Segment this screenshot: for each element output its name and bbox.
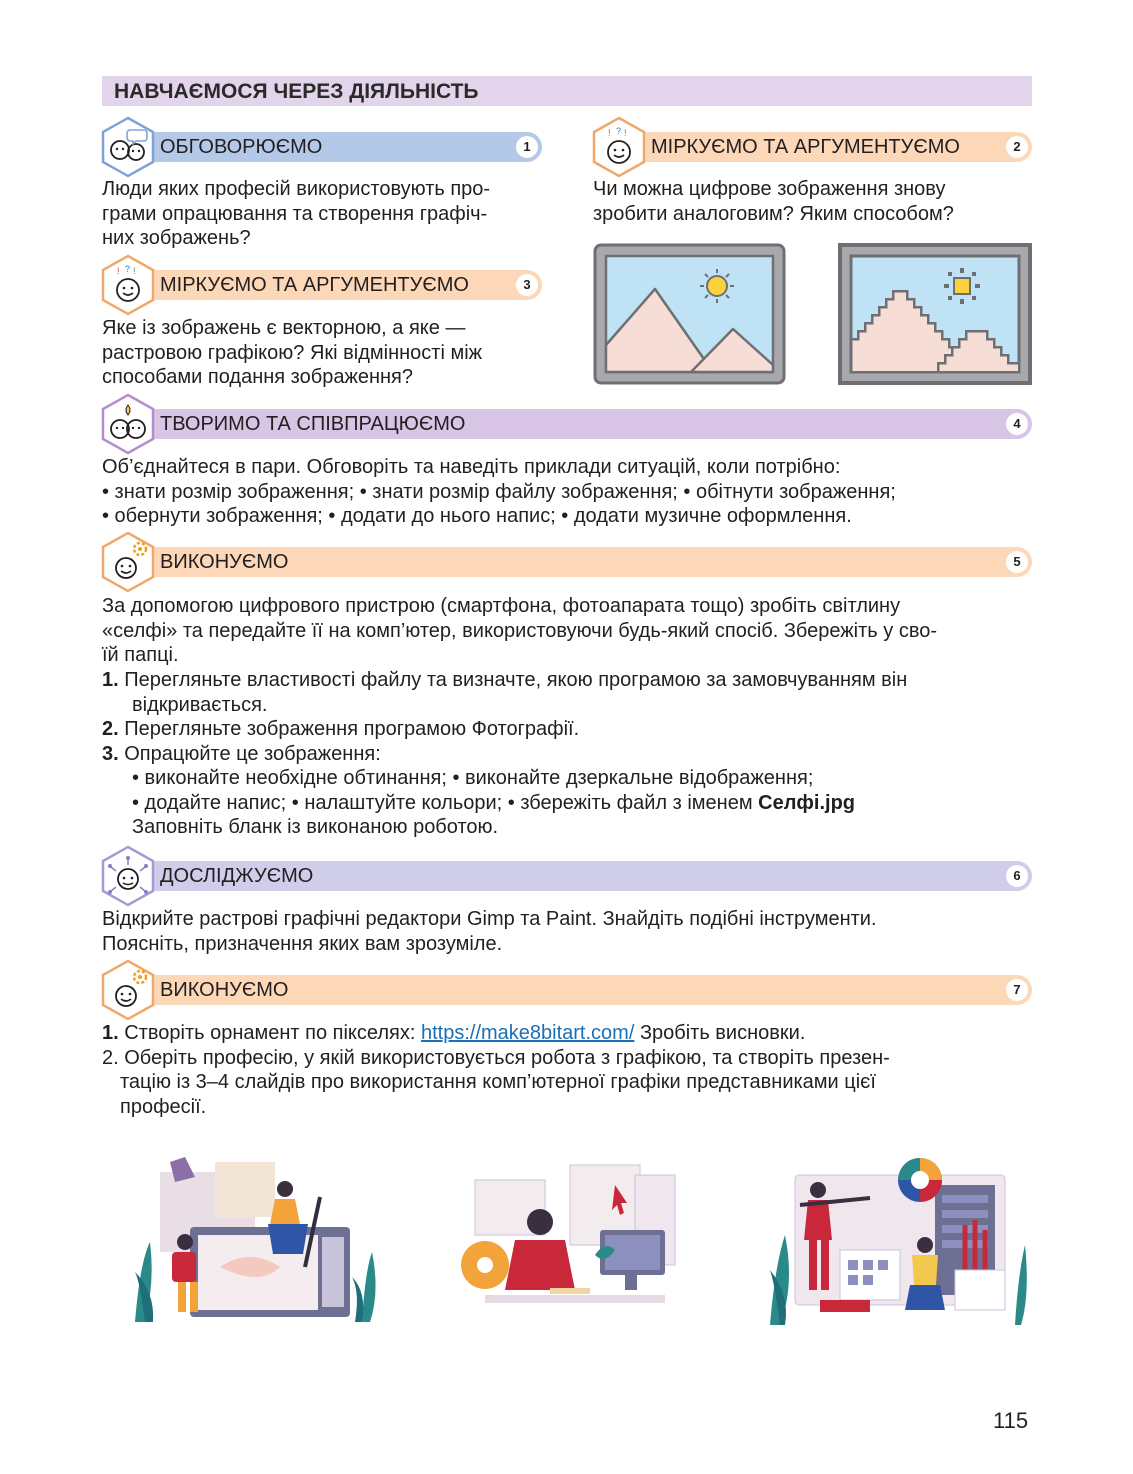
task-4-text (102, 455, 1032, 529)
task-6-line: Поясніть, призначення яких вам зрозуміле. (102, 932, 503, 955)
task-2-header (593, 126, 1032, 162)
task-5-intro-line: їй папці. (102, 644, 179, 666)
item-number: 1. (102, 1022, 119, 1044)
designer-illustration-1 (130, 1157, 380, 1322)
task-4-line: Об’єднайтеся в пари. Обговоріть та наведіть приклади ситуацій, коли потрібно: (102, 456, 841, 478)
svg-text:!: ! (608, 128, 611, 138)
bullets-text: • додайте напис; • налаштуйте кольори; • збережіть файл з іменем (132, 791, 759, 814)
task-3-text (102, 316, 542, 390)
gear-person-icon (100, 959, 156, 1021)
task-7-item-2-cont: професії. (120, 1095, 207, 1118)
svg-text:?: ? (616, 126, 622, 136)
task-3-title: МІРКУЄМО ТА АРГУМЕНТУЄМО (160, 274, 469, 296)
research-icon (100, 845, 156, 907)
task-3-number: 3 (516, 274, 538, 296)
task-7-header (102, 975, 1032, 1005)
filename: Селфі.jpg (758, 791, 855, 814)
step-text: Перегляньте властивості файлу та визначте, якою програмою за замовчуванням він (124, 669, 908, 691)
svg-text:?: ? (125, 264, 131, 274)
item-number: 2. (102, 1046, 119, 1069)
collaboration-icon (100, 393, 156, 455)
page-number: 115 (993, 1408, 1029, 1433)
discussion-icon (100, 116, 156, 178)
task-5-step-1-cont: відкривається. (132, 693, 268, 716)
step-number: 1. (102, 669, 119, 691)
task-7-item-1 (102, 1021, 1032, 1046)
task-1-header (102, 132, 542, 162)
task-3-line: способами подання зображення? (102, 366, 413, 388)
task-5-header (102, 547, 1032, 577)
task-5-step-3 (102, 742, 1032, 767)
designer-illustration-3 (760, 1150, 1030, 1325)
task-1-title: ОБГОВОРЮЄМО (160, 136, 323, 158)
item-text: Оберіть професію, у якій використовується робота з графікою, та створіть презен- (124, 1046, 890, 1069)
task-7-items (102, 1021, 1032, 1119)
task-5-intro (102, 594, 1032, 668)
task-5-step-1 (102, 668, 1032, 693)
task-6-line: Відкрийте растрові графічні редактори Gimp та Paint. Знайдіть подібні інструменти. (102, 908, 877, 930)
task-3-line: растровою графікою? Які відмінності між (102, 341, 483, 364)
vector-landscape-image (593, 243, 786, 385)
task-7-item-2-cont: тацію із 3–4 слайдів про використання комп’ютерної графіки представниками цієї (120, 1071, 876, 1093)
task-2-text (593, 177, 1032, 226)
task-5-step-2 (102, 717, 1032, 742)
section-title-bar (102, 76, 1032, 106)
task-7-number: 7 (1006, 979, 1028, 1001)
task-5-steps (102, 668, 1032, 840)
thinking-icon (100, 254, 156, 316)
gear-person-icon (100, 531, 156, 593)
task-6-header (102, 861, 1032, 891)
task-1-line: грами опрацювання та створення графіч- (102, 202, 488, 225)
item-text: Створіть орнамент по пікселях: (124, 1022, 421, 1044)
task-4-line: • знати розмір зображення; • знати розмір файлу зображення; • обітнути зображення; (102, 480, 896, 503)
make8bitart-link[interactable]: https://make8bitart.com/ (420, 1022, 635, 1044)
svg-text:!: ! (133, 266, 136, 276)
task-5-number: 5 (1006, 551, 1028, 573)
task-6-number: 6 (1006, 865, 1028, 887)
section-title: НАВЧАЄМОСЯ ЧЕРЕЗ ДІЯЛЬНІСТЬ (114, 80, 479, 103)
svg-text:!: ! (117, 266, 120, 276)
task-5-bullets-2 (102, 791, 1032, 816)
raster-landscape-image (838, 243, 1032, 385)
task-5-intro-line: «селфі» та передайте її на комп’ютер, використовуючи будь-який спосіб. Збережіть у сво- (102, 619, 937, 642)
designer-illustration-2 (455, 1160, 685, 1320)
task-2-number: 2 (1006, 136, 1028, 158)
step-text: Перегляньте зображення програмою Фотографії. (124, 718, 580, 740)
task-6-text (102, 907, 1032, 956)
task-3-header (102, 264, 542, 300)
task-5-intro-line: За допомогою цифрового пристрою (смартфона, фотоапарата тощо) зробіть світлину (102, 595, 901, 617)
task-4-line: • обернути зображення; • додати до нього напис; • додати музичне оформлення. (102, 505, 852, 527)
item-text: Зробіть висновки. (634, 1022, 806, 1044)
step-number: 3. (102, 742, 119, 765)
svg-text:!: ! (624, 128, 627, 138)
step-number: 2. (102, 718, 119, 740)
task-1-line: них зображень? (102, 227, 251, 249)
task-5-closing: Заповніть бланк із виконаною роботою. (132, 816, 499, 838)
task-7-item-2 (102, 1046, 1032, 1071)
task-2-line: Чи можна цифрове зображення знову (593, 178, 946, 200)
task-4-header (102, 409, 1032, 439)
step-text: Опрацюйте це зображення: (124, 742, 381, 765)
task-5-bullets-1: • виконайте необхідне обтинання; • виконайте дзеркальне відображення; (132, 767, 814, 789)
thinking-icon (591, 116, 647, 178)
task-1-text (102, 177, 542, 251)
task-2-title: МІРКУЄМО ТА АРГУМЕНТУЄМО (651, 136, 960, 158)
task-1-number: 1 (516, 136, 538, 158)
task-7-title: ВИКОНУЄМО (160, 979, 289, 1001)
task-4-title: ТВОРИМО ТА СПІВПРАЦЮЄМО (160, 413, 466, 435)
task-6-title: ДОСЛІДЖУЄМО (160, 865, 314, 887)
task-1-line: Люди яких професій використовують про- (102, 178, 491, 200)
task-2-line: зробити аналоговим? Яким способом? (593, 202, 954, 225)
task-3-line: Яке із зображень є векторною, а яке — (102, 317, 466, 339)
task-5-title: ВИКОНУЄМО (160, 551, 289, 573)
task-4-number: 4 (1006, 413, 1028, 435)
